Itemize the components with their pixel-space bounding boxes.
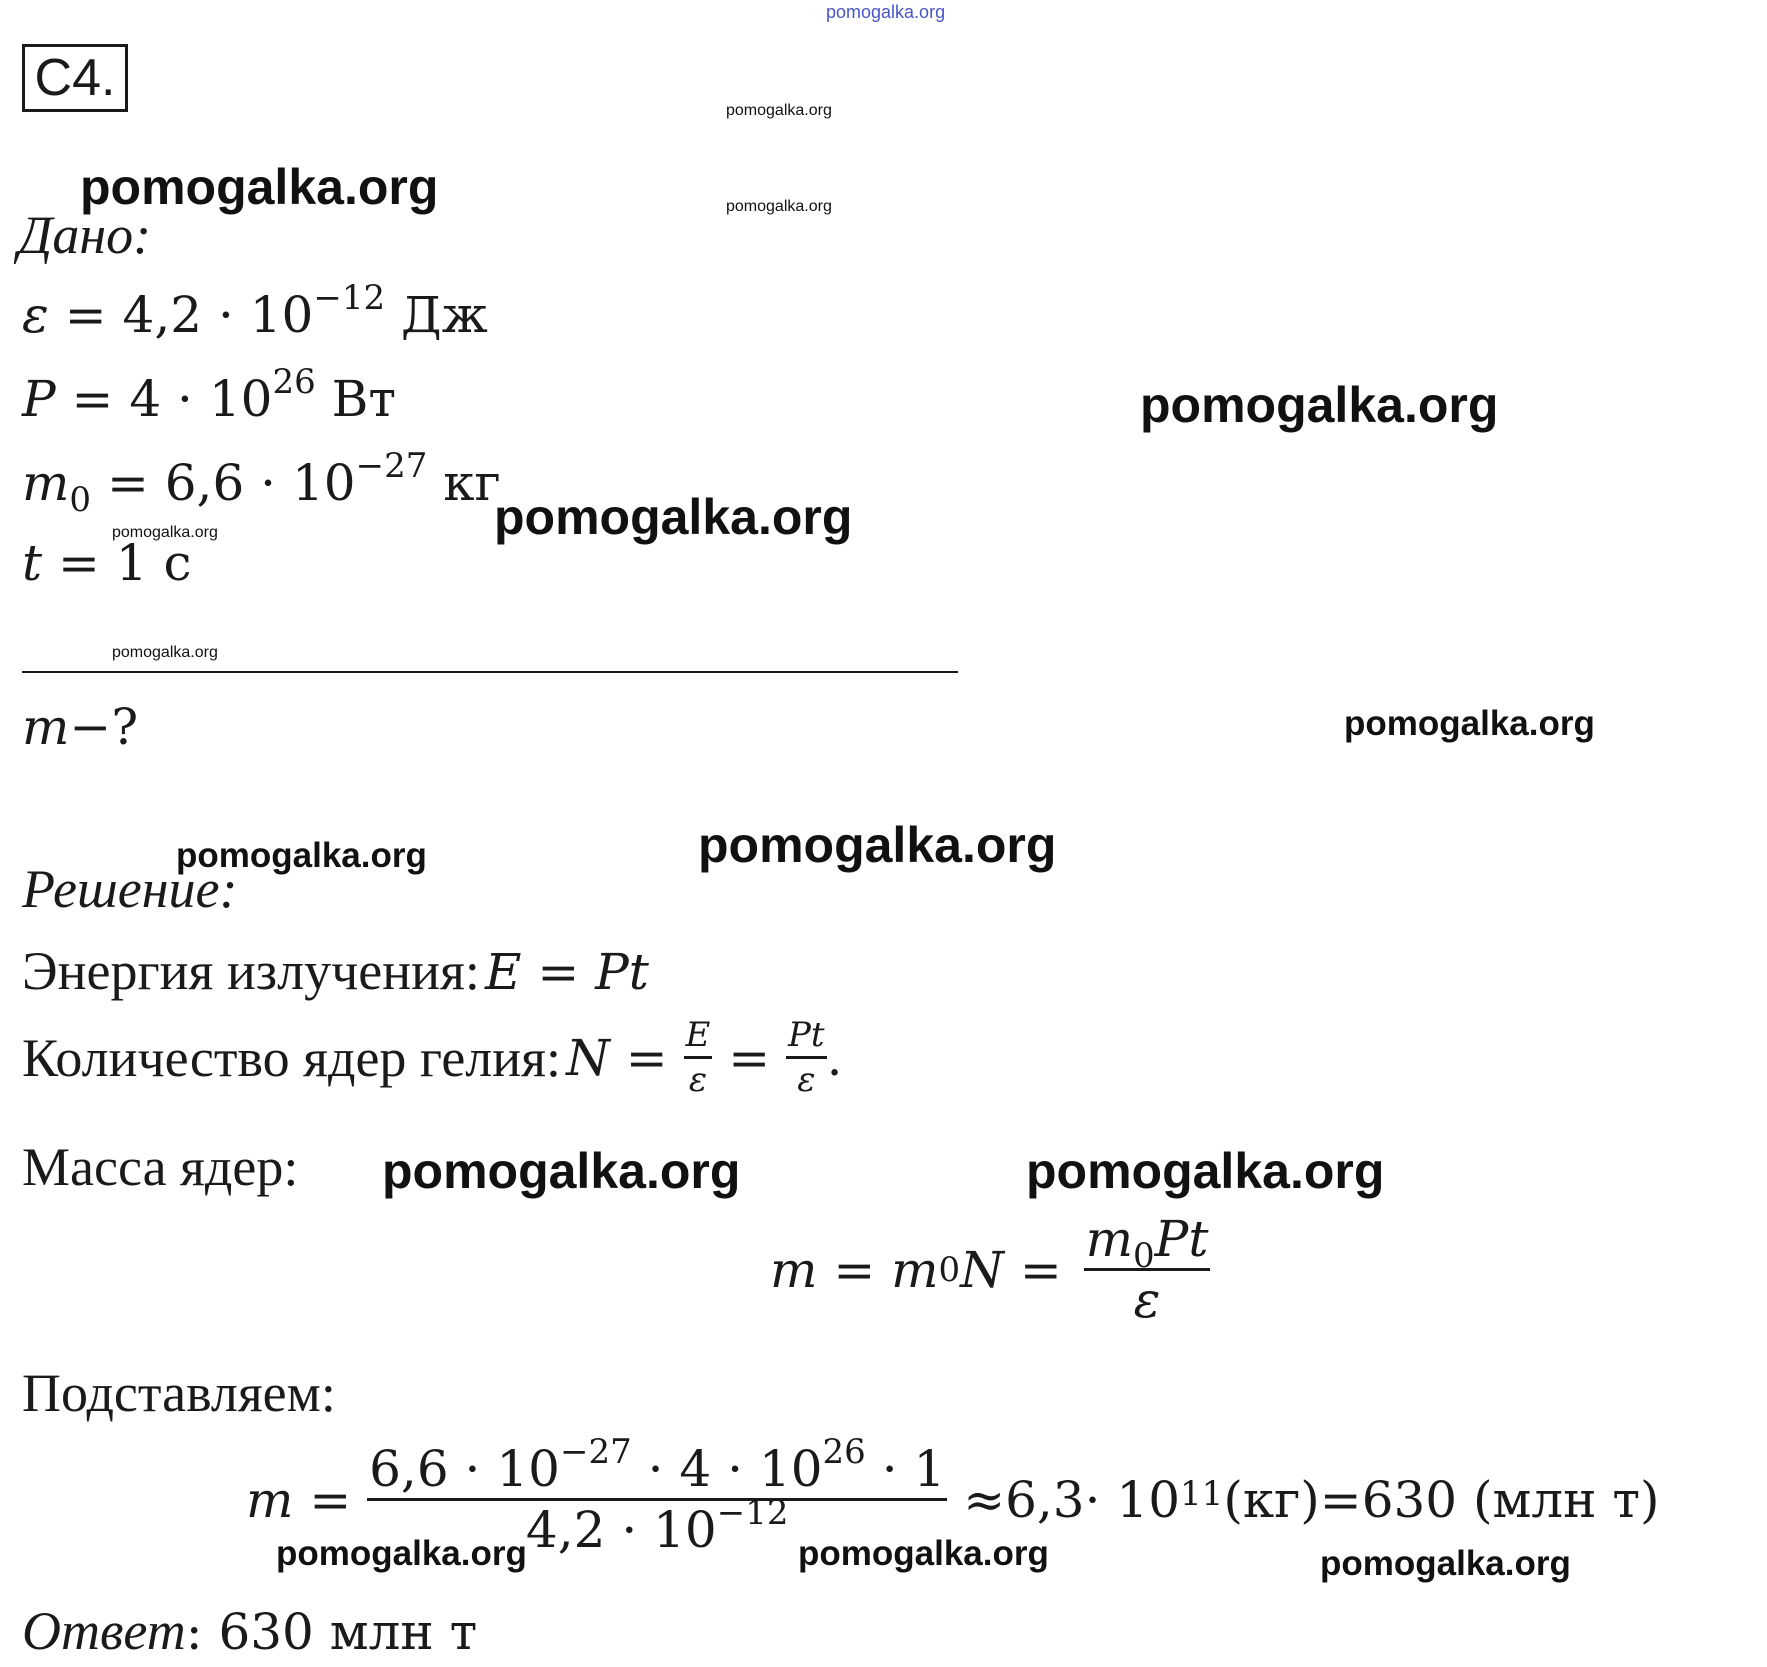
watermark-6: pomogalka.org (176, 836, 427, 875)
watermark-small-1: pomogalka.org (726, 102, 832, 119)
watermark-3: pomogalka.org (494, 489, 853, 545)
watermark-5: pomogalka.org (698, 817, 1057, 873)
watermark-top: pomogalka.org (826, 2, 946, 22)
energy-line: Энергия излучения: E = Pt (22, 941, 649, 1001)
subst-label: Подставляем: (22, 1363, 336, 1423)
watermark-8: pomogalka.org (1026, 1143, 1385, 1199)
watermark-small-2: pomogalka.org (726, 198, 832, 215)
mass-formula: m = m 0 N = $\frac{m_0Pt}{\varepsilon}$ (770, 1210, 1209, 1329)
subst-formula: m = $\frac{6,6 \cdot 10^{-27} \cdot 4 \cdot 10^{26} \cdot 1}{4,2 \cdot 10^{-12}}$ ≈ 6,3 · 10 $^{11}$ (кг) = 630 (млн т) (246, 1432, 1660, 1559)
given-time: t = 1 с (22, 534, 192, 592)
given-title: Дано: (18, 205, 152, 265)
watermark-9: pomogalka.org (276, 1534, 527, 1573)
watermark-2: pomogalka.org (1140, 377, 1499, 433)
count-line: Количество ядер гелия: N = $\frac{E}{\varepsilon}$ = $\frac{Pt}{\varepsilon}$ . (22, 1015, 843, 1100)
watermark-4: pomogalka.org (1344, 704, 1595, 743)
watermark-11: pomogalka.org (1320, 1544, 1571, 1583)
solution-title: Решение: (22, 859, 238, 919)
given-power: $P = 4 \cdot 10^{26}$ Вт (22, 362, 397, 428)
watermark-small-4: pomogalka.org (112, 644, 218, 661)
watermark-7: pomogalka.org (382, 1143, 741, 1199)
given-mass0: $m_0 = 6,6 \cdot 10^{-27}$ кг (22, 446, 501, 520)
answer-line: Ответ: 630 млн т (22, 1601, 478, 1661)
given-divider (22, 671, 958, 673)
find-line: m−? (22, 698, 139, 756)
mass-label: Масса ядер: (22, 1137, 299, 1197)
watermark-10: pomogalka.org (798, 1534, 1049, 1573)
watermark-small-3: pomogalka.org (112, 524, 218, 541)
task-label: C4. (22, 44, 128, 112)
given-epsilon: $\varepsilon = 4,2 \cdot 10^{-12}$ Дж (22, 278, 488, 344)
watermark-1: pomogalka.org (80, 159, 439, 215)
